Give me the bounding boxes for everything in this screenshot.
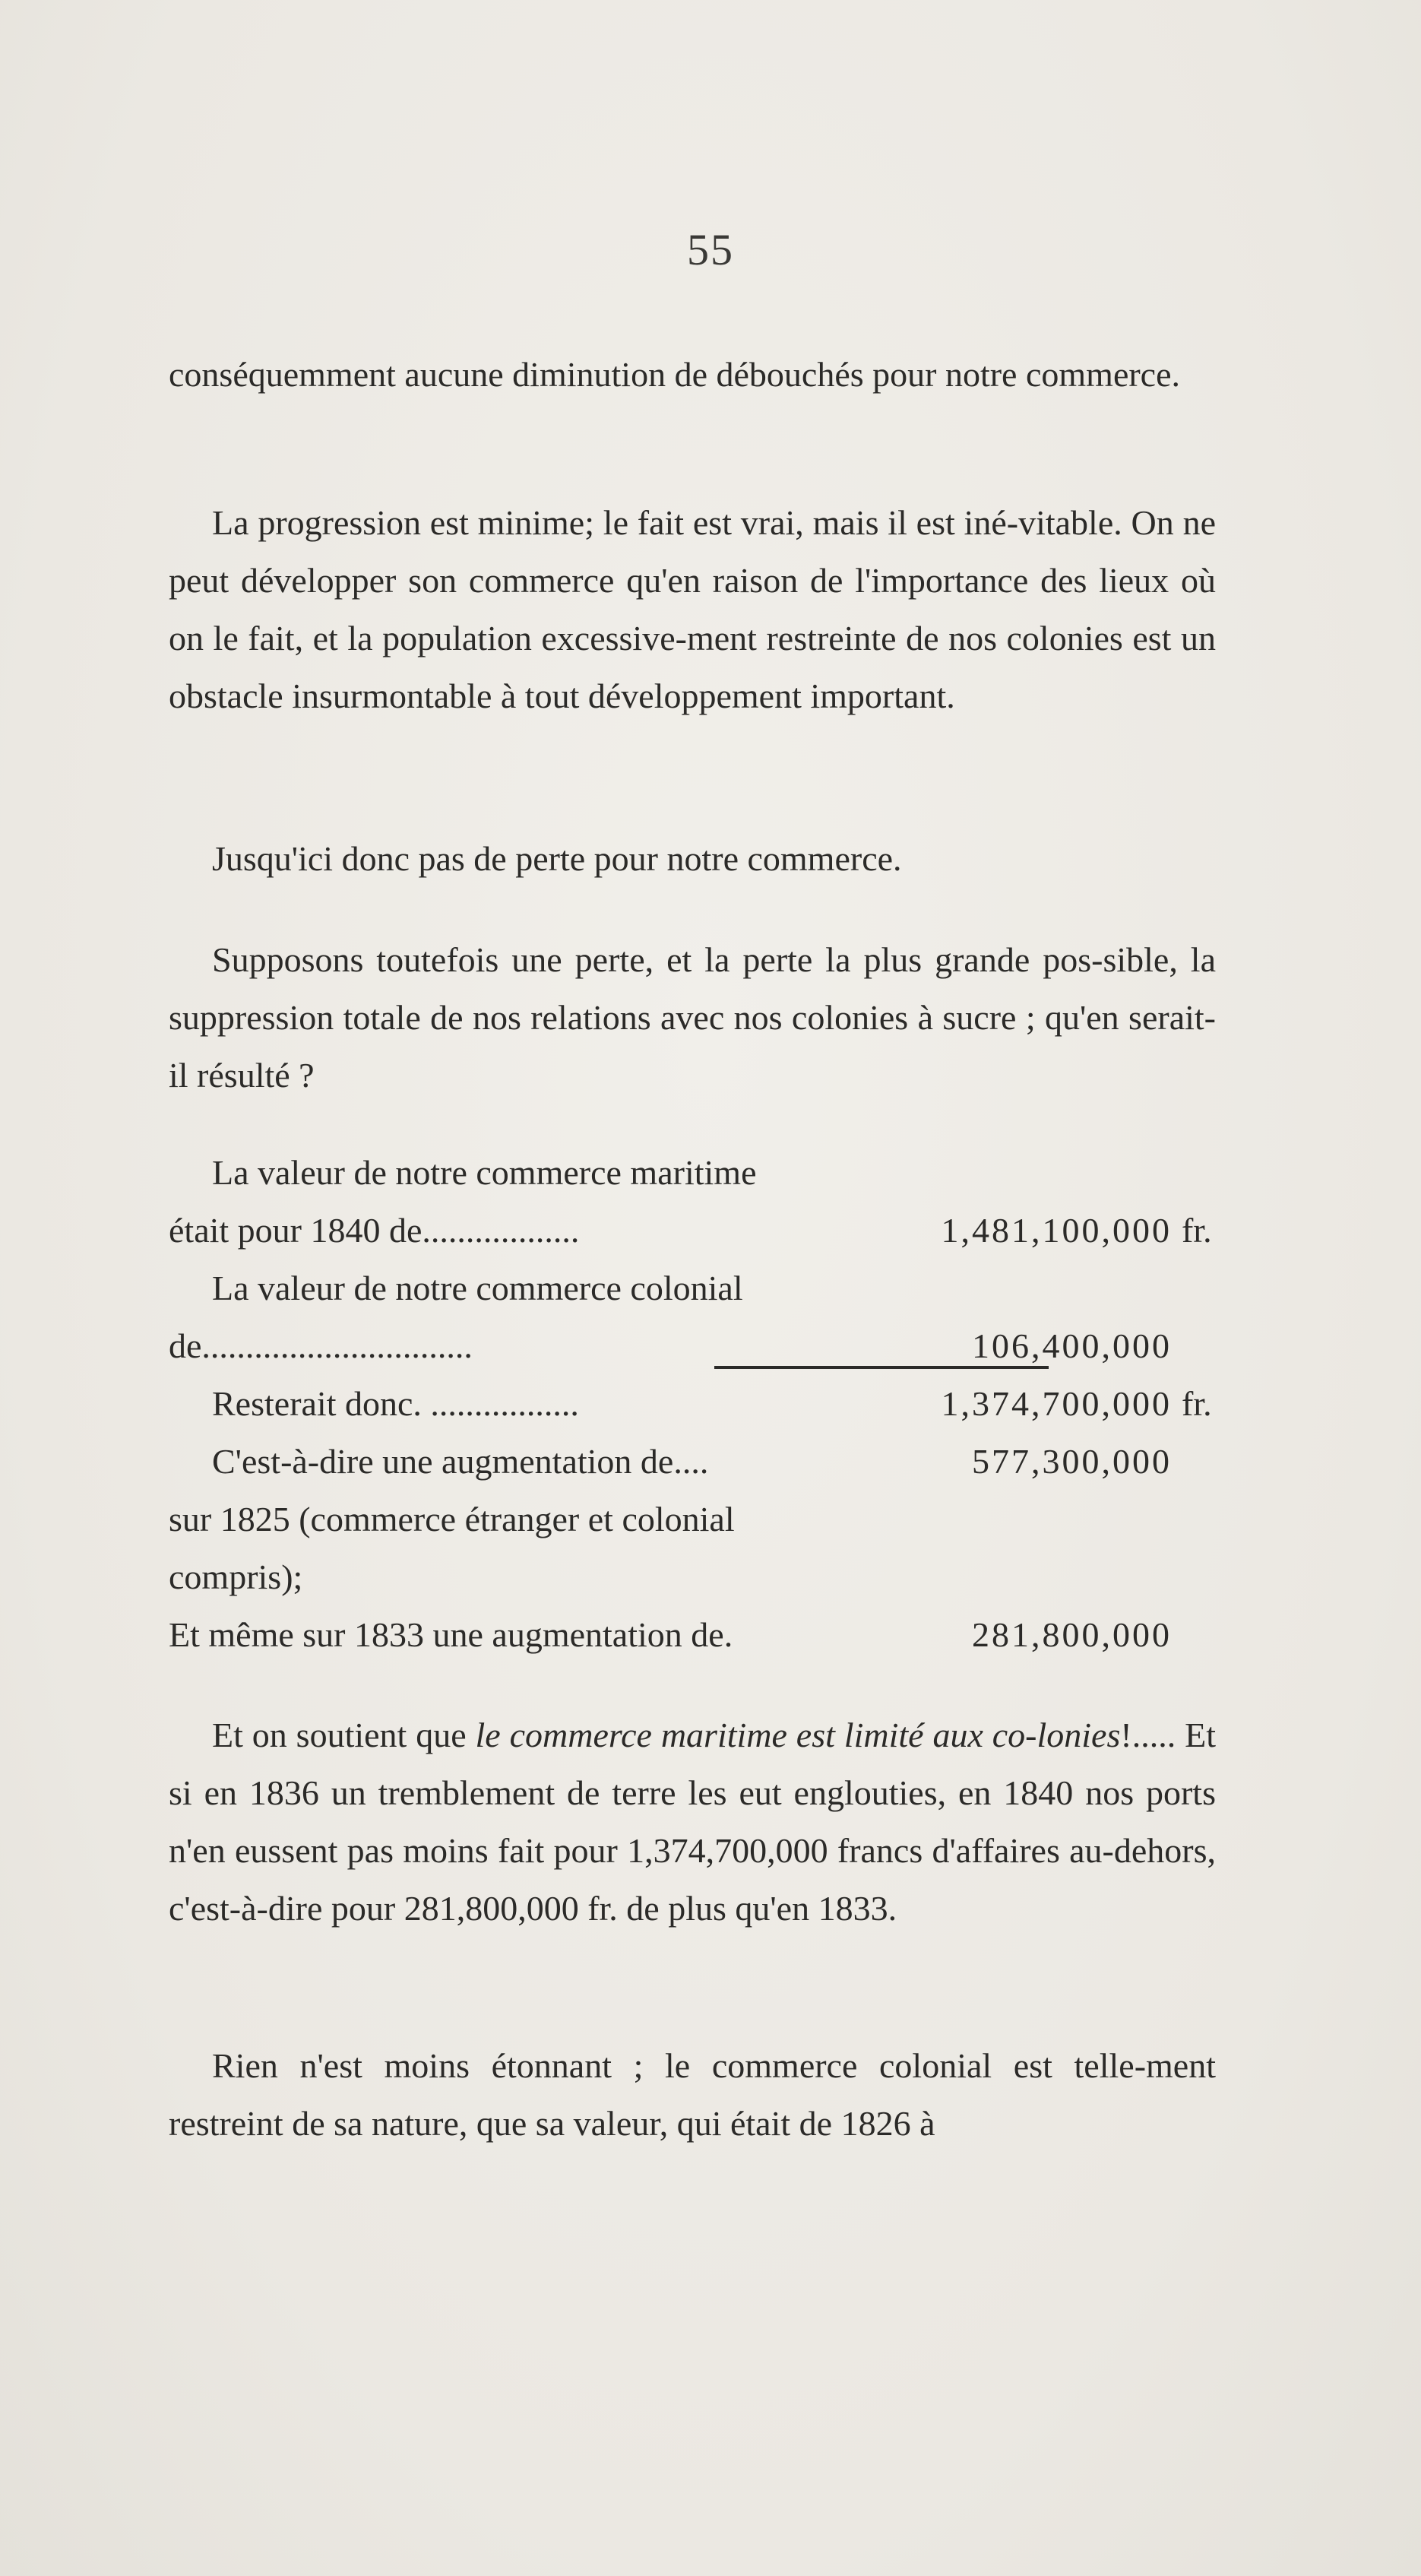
paragraph-2: La progression est minime; le fait est vrai, mais il est iné-vitable. On ne peut développer son commerce qu'en raison de l'importance des lieux où on le fait, et la population excessive-ment restreinte de nos colonies est un obstacle insurmontable à tout développement important.	[169, 503, 1216, 715]
paragraph-6-lead: Et on soutient que	[212, 1716, 476, 1754]
remaining-value: 1,374,700,000	[941, 1384, 1172, 1423]
paragraph-6-emphasis: le commerce maritime est limité aux co-lonies	[475, 1716, 1121, 1754]
row-label: sur 1825 (commerce étranger et colonial	[169, 1500, 735, 1538]
table-row	[169, 1606, 1217, 1664]
currency-unit: fr.	[1182, 1211, 1212, 1250]
table-row	[169, 1317, 1217, 1375]
row-label: Et même sur 1833 une augmentation de.	[169, 1615, 733, 1654]
table-row	[169, 1491, 1217, 1548]
row-label: Resterait donc. .................	[212, 1384, 579, 1423]
table-row	[169, 1144, 1217, 1202]
row-label: compris);	[169, 1557, 303, 1596]
table-row	[169, 1375, 1217, 1433]
subtraction-rule	[714, 1366, 1049, 1369]
paragraph-4: Supposons toutefois une perte, et la perte la plus grande pos-sible, la suppression totale de nos relations avec nos colonies à sucre ; qu'en serait-il résulté ?	[169, 940, 1216, 1095]
table-row	[169, 1259, 1217, 1317]
increase-1825-value: 577,300,000	[972, 1442, 1172, 1481]
row-label: C'est-à-dire une augmentation de....	[212, 1442, 709, 1481]
colonial-commerce-value: 106,400,000	[972, 1326, 1172, 1365]
paragraph-6-rest: !..... Et si en 1836 un tremblement de terre les eut englouties, en 1840 nos ports n'en eussent pas moins fait pour 1,374,700,000 francs d'affaires au-dehors, c'est-à-dire pour 281,800,000 fr. de plus qu'en 1833.	[169, 1716, 1216, 1928]
currency-unit: fr.	[1182, 1384, 1212, 1423]
maritime-commerce-value: 1,481,100,000	[941, 1211, 1172, 1250]
row-label: La valeur de notre commerce colonial	[212, 1269, 743, 1307]
table-row	[169, 1202, 1217, 1259]
paragraph-7: Rien n'est moins étonnant ; le commerce colonial est telle-ment restreint de sa nature, que sa valeur, qui était de 1826 à	[169, 2046, 1216, 2143]
table-row	[169, 1433, 1217, 1491]
row-label: était pour 1840 de..................	[169, 1211, 580, 1250]
commerce-figures-table	[169, 1144, 1217, 1664]
paragraph-1: conséquemment aucune diminution de débouchés pour notre commerce.	[169, 355, 1181, 394]
paragraph-3: Jusqu'ici donc pas de perte pour notre commerce.	[212, 839, 902, 878]
table-row	[169, 1548, 1217, 1606]
row-label: de...............................	[169, 1326, 473, 1365]
page-number: 55	[687, 225, 734, 274]
paragraph-6	[169, 1706, 1216, 1938]
row-label: La valeur de notre commerce maritime	[212, 1153, 757, 1192]
increase-1833-value: 281,800,000	[972, 1615, 1172, 1654]
